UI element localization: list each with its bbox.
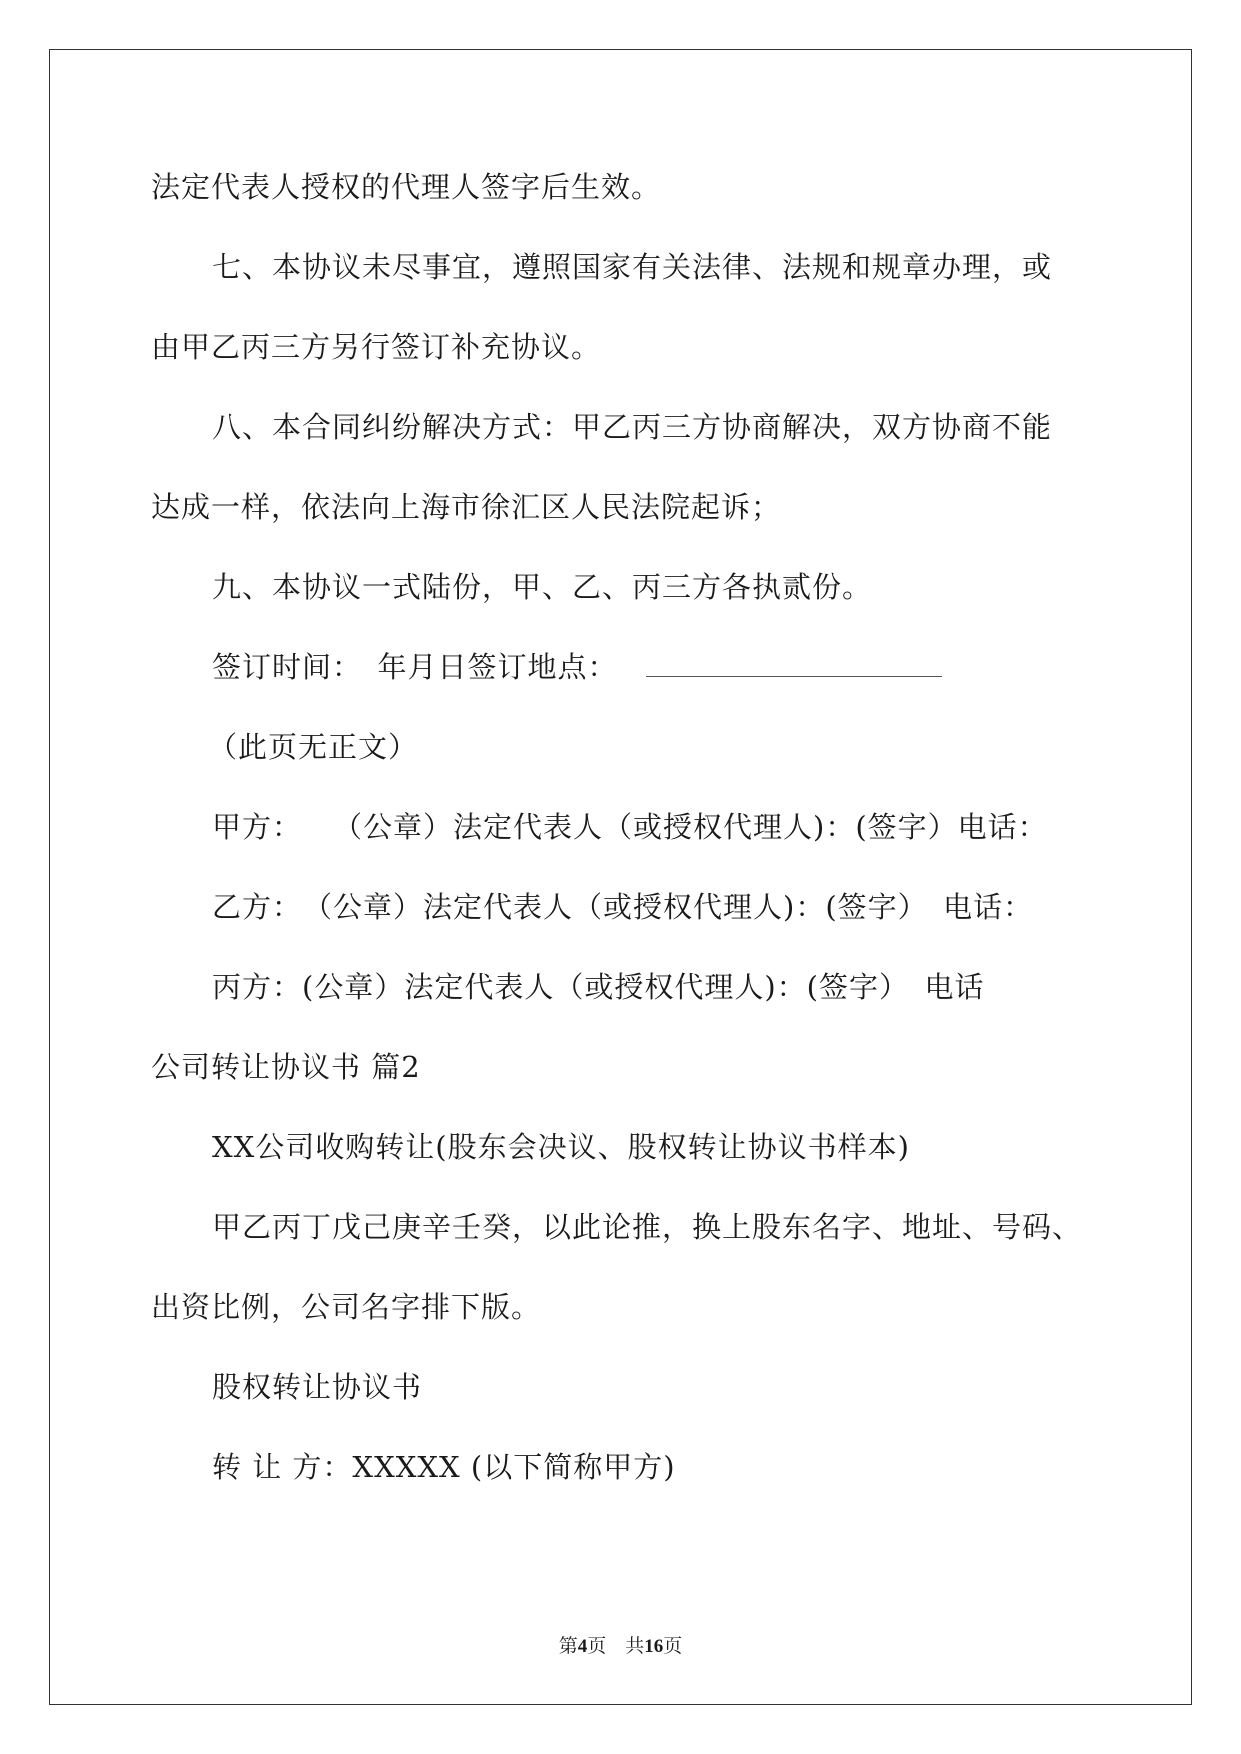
text-line: 甲乙丙丁戊己庚辛壬癸，以此论推，换上股东名字、地址、号码、: [212, 1210, 1083, 1244]
text-line: 由甲乙丙三方另行签订补充协议。: [151, 330, 602, 364]
subtitle-line: XX公司收购转让(股东会决议、股权转让协议书样本): [212, 1130, 910, 1164]
current-page-number: 4: [577, 1636, 588, 1657]
no-body-note: （此页无正文）: [208, 730, 419, 764]
party-c-signature: 丙方：(公章）法定代表人（或授权代理人)：(签字） 电话: [212, 970, 985, 1004]
clause-nine: 九、本协议一式陆份，甲、乙、丙三方各执贰份。: [212, 570, 873, 604]
signing-time-label: 签订时间： 年月日签订地点：: [212, 650, 618, 684]
footer-suffix: 页: [663, 1635, 683, 1657]
agreement-title: 股权转让协议书: [212, 1370, 423, 1404]
party-a-signature: 甲方： （公章）法定代表人（或授权代理人)：(签字）电话：: [212, 810, 1048, 844]
section-heading: 公司转让协议书 篇2: [151, 1050, 421, 1084]
transferor-line: 转 让 方：XXXXX (以下简称甲方): [212, 1450, 676, 1484]
text-line: 达成一样，依法向上海市徐汇区人民法院起诉；: [151, 490, 782, 524]
text-line: 法定代表人授权的代理人签字后生效。: [151, 170, 662, 204]
signing-place-blank: [646, 650, 942, 677]
clause-seven: 七、本协议未尽事宜，遵照国家有关法律、法规和规章办理，或: [212, 250, 1053, 284]
footer-mid: 页 共: [587, 1635, 645, 1657]
page-footer: [0, 1631, 1241, 1658]
clause-eight: 八、本合同纠纷解决方式：甲乙丙三方协商解决，双方协商不能: [212, 410, 1053, 444]
party-b-signature: 乙方： （公章）法定代表人（或授权代理人)：(签字） 电话：: [212, 890, 1034, 924]
text-line: 出资比例，公司名字排下版。: [151, 1290, 542, 1324]
total-page-number: 16: [644, 1636, 664, 1657]
footer-prefix: 第: [558, 1635, 578, 1657]
signing-line: [212, 650, 942, 684]
